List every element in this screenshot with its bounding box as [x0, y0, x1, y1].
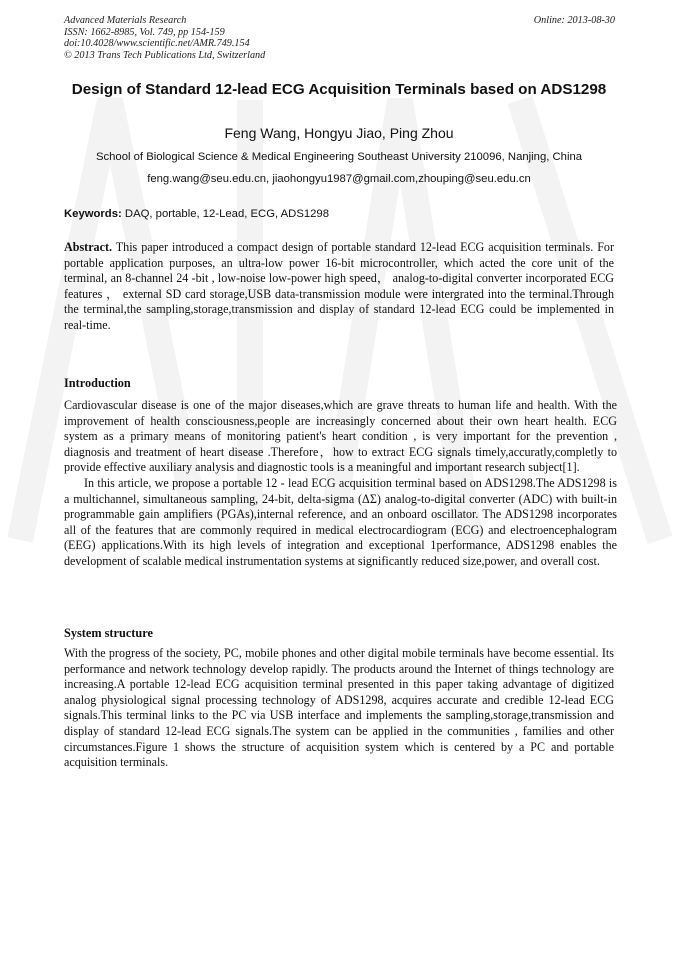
abstract-block	[64, 240, 614, 334]
system-structure-body	[64, 646, 614, 771]
abstract-label: Abstract.	[64, 240, 113, 254]
paragraph: Cardiovascular disease is one of the major diseases,which are grave threats to human life and health. With the improvement of health consciousness,people are increasingly concerned about their own heart health. ECG system as a primary means of monitoring patient's heart condition , is very important for the prevention , diagnosis and treatment of heart disease .Therefore，how to extract ECG signals timely,accuratly,completly to provide effective auxiliary analysis and diagnostic tools is a meaningful and important research subject[1].	[64, 398, 617, 475]
paragraph: With the progress of the society, PC, mobile phones and other digital mobile terminals have become essential. Its performance and network technology develop rapidly. The products around the Internet of things technology are increasing.A portable 12-lead ECG acquisition terminal presented in this paper taking advantage of digitized analog physiological signal processing technology of ADS1298, acquires accurate and credible 12-lead ECG signals.This terminal links to the PC via USB interface and implements the sampling,storage,transmission and display of standard 12-lead ECG signals.The system can be applied in the communities , families and other circumstances.Figure 1 shows the structure of acquisition system which is centered by a PC and portable acquisition terminals.	[64, 646, 614, 770]
keywords-label: Keywords:	[64, 208, 122, 220]
journal-header	[64, 15, 265, 61]
abstract-text: This paper introduced a compact design of portable standard 12-lead ECG acquisition terminals. For portable application purposes, an ultra-low power 16-bit microcontroller, which acted the core unit of the terminal, an 8-channel 24 -bit , low-noise low-power high speed， analog-to-digital converter incorporated ECG features ， external SD card storage,USB data-transmission module were intergrated into the terminal.Through the terminal,the sampling,storage,transmission and display of standard 12-lead ECG could be implemented in real-time.	[64, 240, 614, 332]
author-emails: feng.wang@seu.edu.cn, jiaohongyu1987@gmail.com,zhouping@seu.edu.cn	[147, 173, 531, 185]
affiliation: School of Biological Science & Medical Engineering Southeast University 210096, Nanjing, China	[95, 151, 583, 163]
keywords-line	[64, 207, 329, 221]
keywords-text: DAQ, portable, 12-Lead, ECG, ADS1298	[124, 208, 329, 220]
online-date: Online: 2013-08-30	[533, 15, 615, 26]
author-list: Feng Wang, Hongyu Jiao, Ping Zhou	[224, 125, 454, 141]
journal-name: Advanced Materials Research	[64, 15, 187, 26]
paragraph: In this article, we propose a portable 12 - lead ECG acquisition terminal based on ADS1298.The ADS1298 is a multichannel, simultaneous sampling, 24-bit, delta-sigma (ΔΣ) analog-to-digital converter (ADC) with built-in programmable gain amplifiers (PGAs),internal reference, and an onboard oscillator. The ADS1298 incorporates all of the features that are commonly required in medical electrocardiogram (ECG) and electroencephalogram (EEG) applications.With its high levels of integration and exceptional 1performance, ADS1298 enables the development of scalable medical instrumentation systems at significantly reduced size,power, and overall cost.	[64, 475, 617, 568]
issn-line: ISSN: 1662-8985, Vol. 749, pp 154-159	[64, 26, 225, 38]
section-heading-introduction: Introduction	[64, 376, 131, 390]
paper-title: Design of Standard 12-lead ECG Acquisition Terminals based on ADS1298	[71, 81, 607, 98]
introduction-body	[64, 398, 617, 570]
doi-line: doi:10.4028/www.scientific.net/AMR.749.154	[64, 38, 250, 50]
copyright-line: © 2013 Trans Tech Publications Ltd, Switzerland	[64, 49, 266, 61]
section-heading-system-structure: System structure	[64, 626, 153, 640]
